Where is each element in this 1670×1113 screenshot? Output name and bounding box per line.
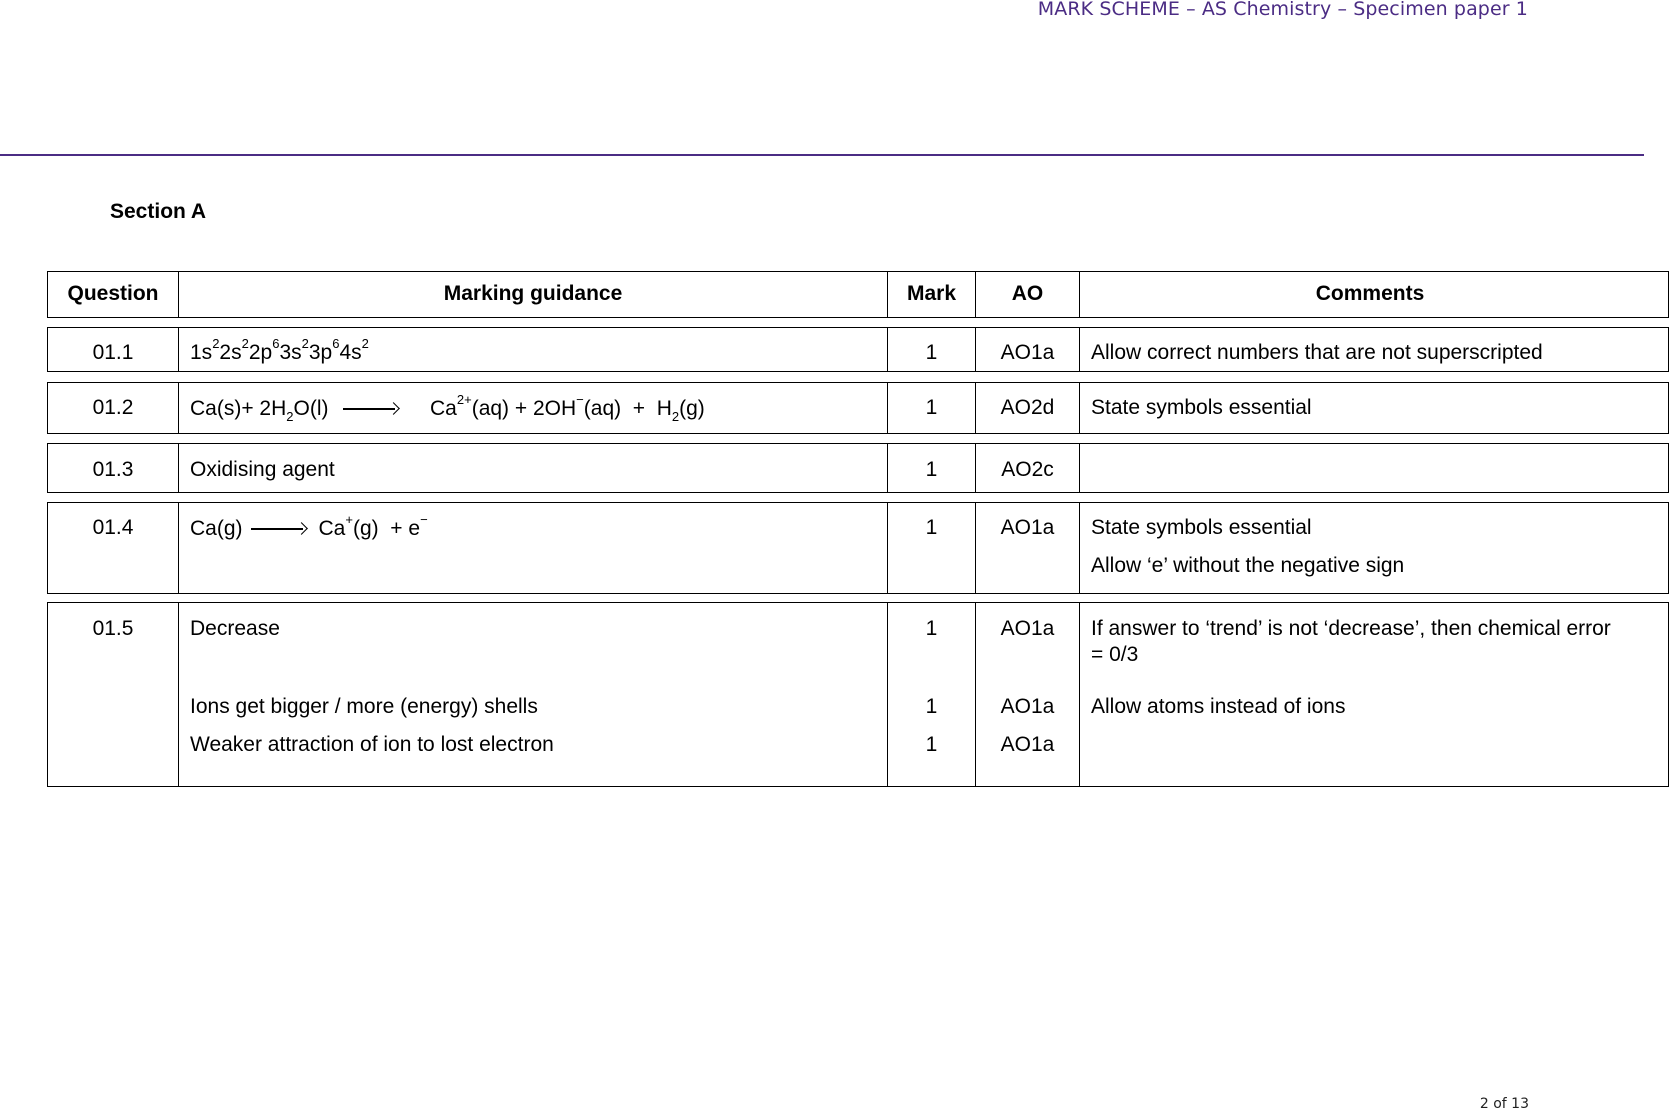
mark: 1 bbox=[887, 503, 975, 593]
col-header-question: Question bbox=[67, 282, 159, 305]
header-rule bbox=[0, 154, 1644, 156]
page-number: 2 of 13 bbox=[1479, 1096, 1529, 1112]
col-header-ao: AO bbox=[975, 272, 1079, 317]
reaction-equation: $Ca(s)+ 2H_2O(l)$ $Ca^{2+}(aq) + 2OH^-(aq) + H_2(g)$ bbox=[190, 392, 705, 424]
comments bbox=[1079, 444, 1668, 492]
marking-guidance: Decrease Ions get bigger / more (energy) shells Weaker attraction of ion to lost electron bbox=[178, 603, 887, 786]
mark: 1 bbox=[887, 383, 975, 433]
table-row bbox=[47, 382, 1669, 434]
question-number: 01.4 bbox=[92, 516, 134, 539]
assessment-objective: AO1a bbox=[975, 328, 1079, 371]
table-row bbox=[47, 327, 1669, 372]
table-row bbox=[47, 502, 1669, 594]
reaction-arrow-icon bbox=[343, 404, 399, 414]
col-header-comments: Comments bbox=[1079, 272, 1668, 317]
question-number: 01.3 bbox=[92, 458, 134, 481]
comments: Allow correct numbers that are not superscripted bbox=[1079, 328, 1668, 371]
mark: 1 1 1 bbox=[887, 603, 975, 786]
comments: State symbols essential bbox=[1079, 383, 1668, 433]
table-row bbox=[47, 443, 1669, 493]
mark: 1 bbox=[887, 328, 975, 371]
table-row bbox=[47, 602, 1669, 787]
col-header-mark: Mark bbox=[887, 272, 975, 317]
assessment-objective: AO2d bbox=[975, 383, 1079, 433]
marking-guidance bbox=[178, 383, 887, 433]
assessment-objective: AO1a bbox=[975, 503, 1079, 593]
question-number: 01.1 bbox=[92, 341, 134, 364]
col-header-guidance: Marking guidance bbox=[178, 272, 887, 317]
marking-guidance bbox=[178, 328, 887, 371]
assessment-objective: AO2c bbox=[975, 444, 1079, 492]
table-header bbox=[47, 271, 1669, 318]
marking-guidance: Oxidising agent bbox=[178, 444, 887, 492]
question-number: 01.2 bbox=[92, 396, 134, 419]
mark: 1 bbox=[887, 444, 975, 492]
marking-guidance bbox=[178, 503, 887, 593]
comments: If answer to ‘trend’ is not ‘decrease’, then chemical error = 0/3 Allow atoms instead of ions bbox=[1079, 603, 1668, 786]
assessment-objective: AO1a AO1a AO1a bbox=[975, 603, 1079, 786]
electron-configuration: $1s^22s^22p^63s^23p^64s^2$ bbox=[190, 336, 369, 364]
reaction-arrow-icon bbox=[251, 524, 307, 534]
ionisation-equation: Ca(g) Ca+(g) + e− bbox=[190, 512, 428, 540]
section-title: Section A bbox=[110, 200, 207, 223]
running-header: MARK SCHEME – AS Chemistry – Specimen paper 1 bbox=[1037, 0, 1528, 20]
comments: State symbols essential Allow ‘e’ without the negative sign bbox=[1079, 503, 1668, 593]
question-number: 01.5 bbox=[92, 617, 134, 640]
